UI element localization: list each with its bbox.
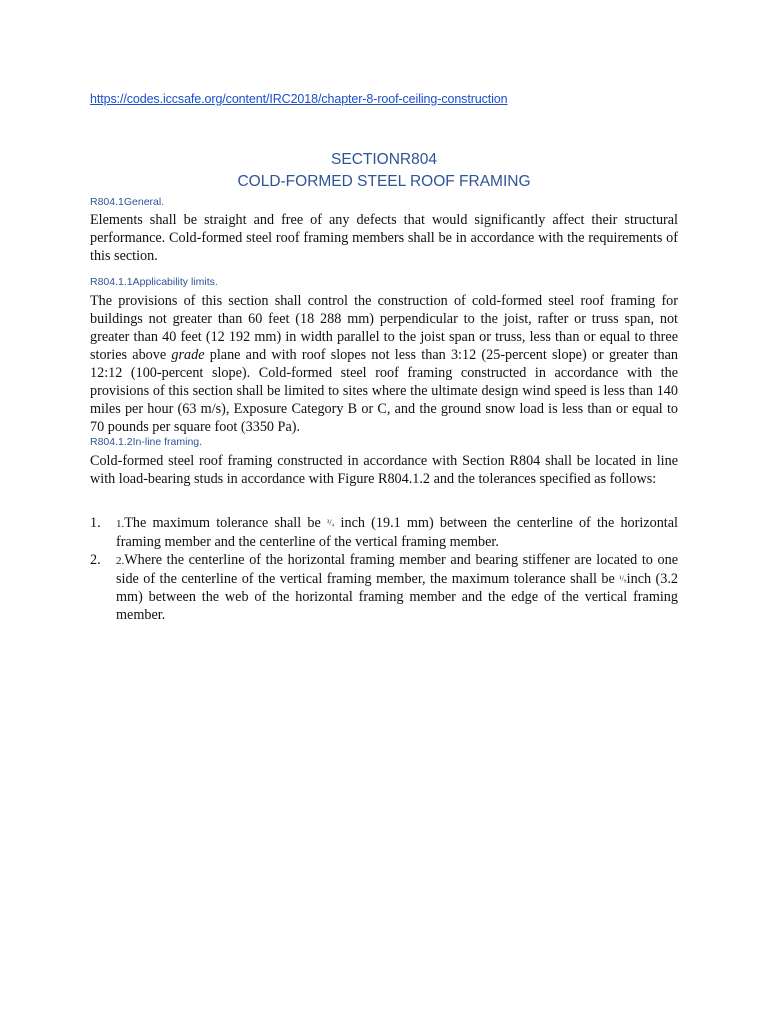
section-number-title: SECTIONR804 bbox=[331, 151, 437, 168]
source-link[interactable]: https://codes.iccsafe.org/content/IRC2018/chapter-8-roof-ceiling-construction bbox=[90, 92, 508, 106]
applicability-text-part-2: plane and with roof slopes not less than 3:12 (25-percent slope) or greater than 12:12 (100-percent slope). Cold-formed steel roof framing constructed in accordance with the provisions of this section shall be limited to sites where the ultimate design wind speed is less than 140 miles per hour (63 m/s), Exposure Category B or C, and the ground snow load is less than or equal to 70 pounds per square foot (3350 Pa). bbox=[90, 347, 678, 435]
inline-framing-heading: R804.1.2In-line framing. bbox=[90, 436, 203, 448]
list-item-text-part-2: inch (19.1 mm) between the centerline of the horizontal framing member and the centerline of the vertical framing member. bbox=[116, 515, 678, 550]
list-item-inline-number: 1. bbox=[116, 518, 125, 530]
list-item-number: 1. bbox=[90, 515, 101, 531]
list-item-text-part-1: The maximum tolerance shall be bbox=[124, 515, 327, 531]
grade-term: grade bbox=[171, 347, 205, 363]
tolerance-list bbox=[90, 514, 678, 624]
fraction-value: ¹/₈ bbox=[619, 574, 627, 583]
list-item-text-part-2: inch (3.2 mm) between the web of the horizontal framing member and the edge of the vertical framing member. bbox=[116, 571, 679, 623]
applicability-heading: R804.1.1Applicability limits. bbox=[90, 276, 218, 288]
applicability-text-part-1: The provisions of this section shall control the construction of cold-formed steel roof framing for buildings not greater than 60 feet (18 288 mm) perpendicular to the joist, rafter or truss span, not greater than 40 feet (12 192 mm) in width parallel to the joist span or truss, less than or equal to three stories above bbox=[90, 293, 678, 363]
fraction-value: ³/₄ bbox=[326, 518, 335, 527]
list-item-number: 2. bbox=[90, 552, 101, 568]
general-heading: R804.1General. bbox=[90, 196, 165, 208]
list-item bbox=[90, 551, 678, 624]
list-item-inline-number: 2. bbox=[116, 555, 125, 567]
list-item bbox=[90, 514, 678, 551]
general-paragraph: Elements shall be straight and free of any defects that would significantly affect their structural performance. Cold-formed steel roof framing members shall be in accordance with the requirements of this section. bbox=[90, 212, 678, 264]
section-name-title: COLD-FORMED STEEL ROOF FRAMING bbox=[237, 173, 531, 190]
applicability-paragraph bbox=[90, 292, 678, 436]
inline-framing-paragraph: Cold-formed steel roof framing constructed in accordance with Section R804 shall be located in line with load-bearing studs in accordance with Figure R804.1.2 and the tolerances specified as follows: bbox=[90, 453, 678, 487]
list-item-text-part-1: Where the centerline of the horizontal framing member and bearing stiffener are located to one side of the centerline of the vertical framing member, the maximum tolerance shall be bbox=[116, 552, 678, 587]
